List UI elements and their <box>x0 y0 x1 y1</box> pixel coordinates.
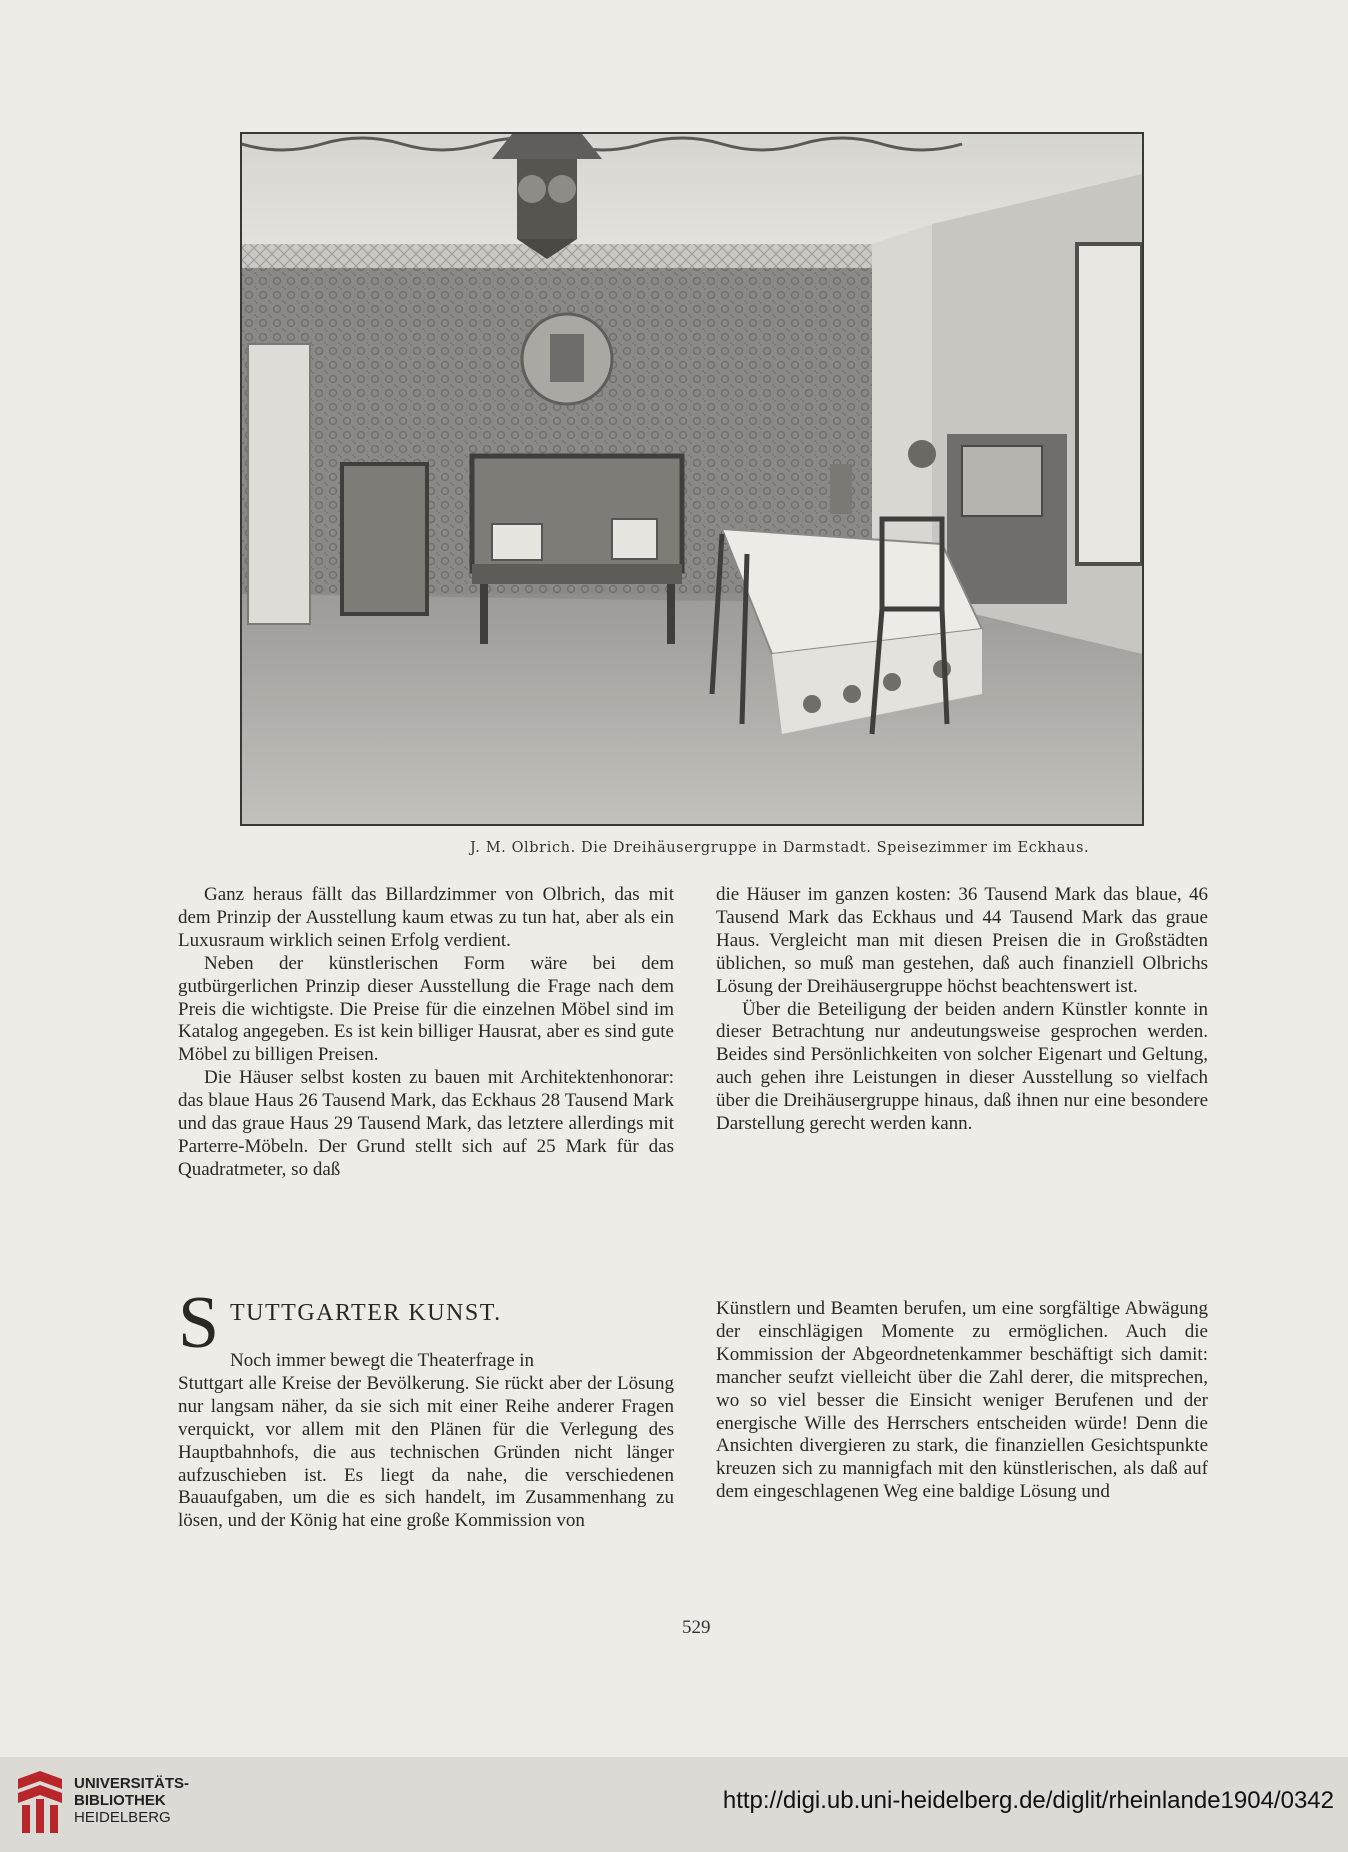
source-url[interactable]: http://digi.ub.uni-heidelberg.de/diglit/rheinlande1904/0342 <box>722 1787 1334 1814</box>
library-name-line: BIBLIOTHEK <box>74 1792 166 1809</box>
library-name-line: HEIDELBERG <box>74 1809 171 1826</box>
paragraph: Stuttgart alle Kreise der Bevölkerung. Sie rückt aber der Lösung nur langsam näher, da sie sich mit einer Reihe anderer Fragen verquickt, vor allem mit den Plänen für die Verlegung des Hauptbahnhofs, die aus technischen Gründen nicht länger aufzuschieben ist. Es liegt da nahe, die verschiedenen Bauaufgaben, um die es sich handelt, im Zusammenhang zu lösen, und der König hat eine große Kommission von <box>178 1372 674 1532</box>
paragraph: Über die Beteiligung der beiden andern Künstler konnte in dieser Betrachtung nur andeutungsweise gesprochen werden. Beides sind Persönlichkeiten von solcher Eigenart und Geltung, auch gehen ihre Leistungen in dieser Ausstellung so vielfach über die Dreihäusergruppe hinaus, daß ihnen nur eine besondere Darstellung gerecht werden kann. <box>716 998 1208 1135</box>
text-column-4 <box>716 1298 1208 1504</box>
section-title: TUTTGARTER KUNST. <box>230 1300 502 1326</box>
paragraph: Ganz heraus fällt das Billardzimmer von Olbrich, das mit dem Prinzip der Ausstellung kaum etwas zu tun hat, aber als ein Luxusraum wirklich seinen Erfolg verdient. <box>178 884 674 951</box>
paragraph: Die Häuser selbst kosten zu bauen mit Architektenhonorar: das blaue Haus 26 Tausend Mark, das Eckhaus 28 Tausend Mark und das graue Haus 29 Tausend Mark, das letztere allerdings mit Parterre-Möbeln. Der Grund stellt sich auf 25 Mark für das Quadratmeter, so daß <box>178 1067 674 1180</box>
page-number: 529 <box>682 1617 711 1638</box>
drop-cap: S <box>178 1282 220 1364</box>
library-name <box>74 1775 189 1826</box>
dining-room-photograph <box>240 132 1144 826</box>
paragraph: die Häuser im ganzen kosten: 36 Tausend Mark das blaue, 46 Tausend Mark das Eckhaus und 44 Tausend Mark das graue Haus. Vergleicht man mit diesen Preisen die in Großstädten üblichen, so muß man gestehen, daß auch finanziell Olbrichs Lösung der Dreihäusergruppe höchst beachtenswert ist. <box>716 884 1208 997</box>
digitization-footer <box>0 1757 1348 1852</box>
paragraph: Künstlern und Beamten berufen, um eine sorgfältige Abwägung der einschlägigen Momente zu ermöglichen. Auch die Kommission der Abgeordnetenkammer beschäftigt sich damit: mancher seufzt vielleicht über die Zahl derer, die mitsprechen, wo so viel besser die Einsicht weniger Berufenen und der energische Wille des Herrschers entscheiden würde! Denn die Ansichten divergieren zu stark, die finanziellen Gesichtspunkte kreuzen sich zu mannigfach mit den künstlerischen, als daß auf dem eingeschlagenen Weg eine baldige Lösung und <box>716 1298 1208 1503</box>
text-column-2 <box>716 884 1208 1136</box>
library-name-line: UNIVERSITÄTS- <box>74 1775 190 1792</box>
text-column-3 <box>178 1282 674 1533</box>
text-column-1 <box>178 884 674 1182</box>
first-line: Noch immer bewegt die Theaterfrage in <box>230 1350 535 1371</box>
photo-caption: J. M. Olbrich. Die Dreihäusergruppe in Darmstadt. Speisezimmer im Eckhaus. <box>470 840 1090 856</box>
paragraph: Neben der künstlerischen Form wäre bei dem gutbürgerlichen Prinzip dieser Ausstellung die Frage nach dem Preis die wichtigste. Die Preise für die einzelnen Möbel sind im Katalog angegeben. Es ist kein billiger Hausrat, aber es sind gute Möbel zu billigen Preisen. <box>178 952 674 1066</box>
library-logo-icon <box>14 1769 66 1835</box>
photo-illustration <box>242 134 1142 824</box>
